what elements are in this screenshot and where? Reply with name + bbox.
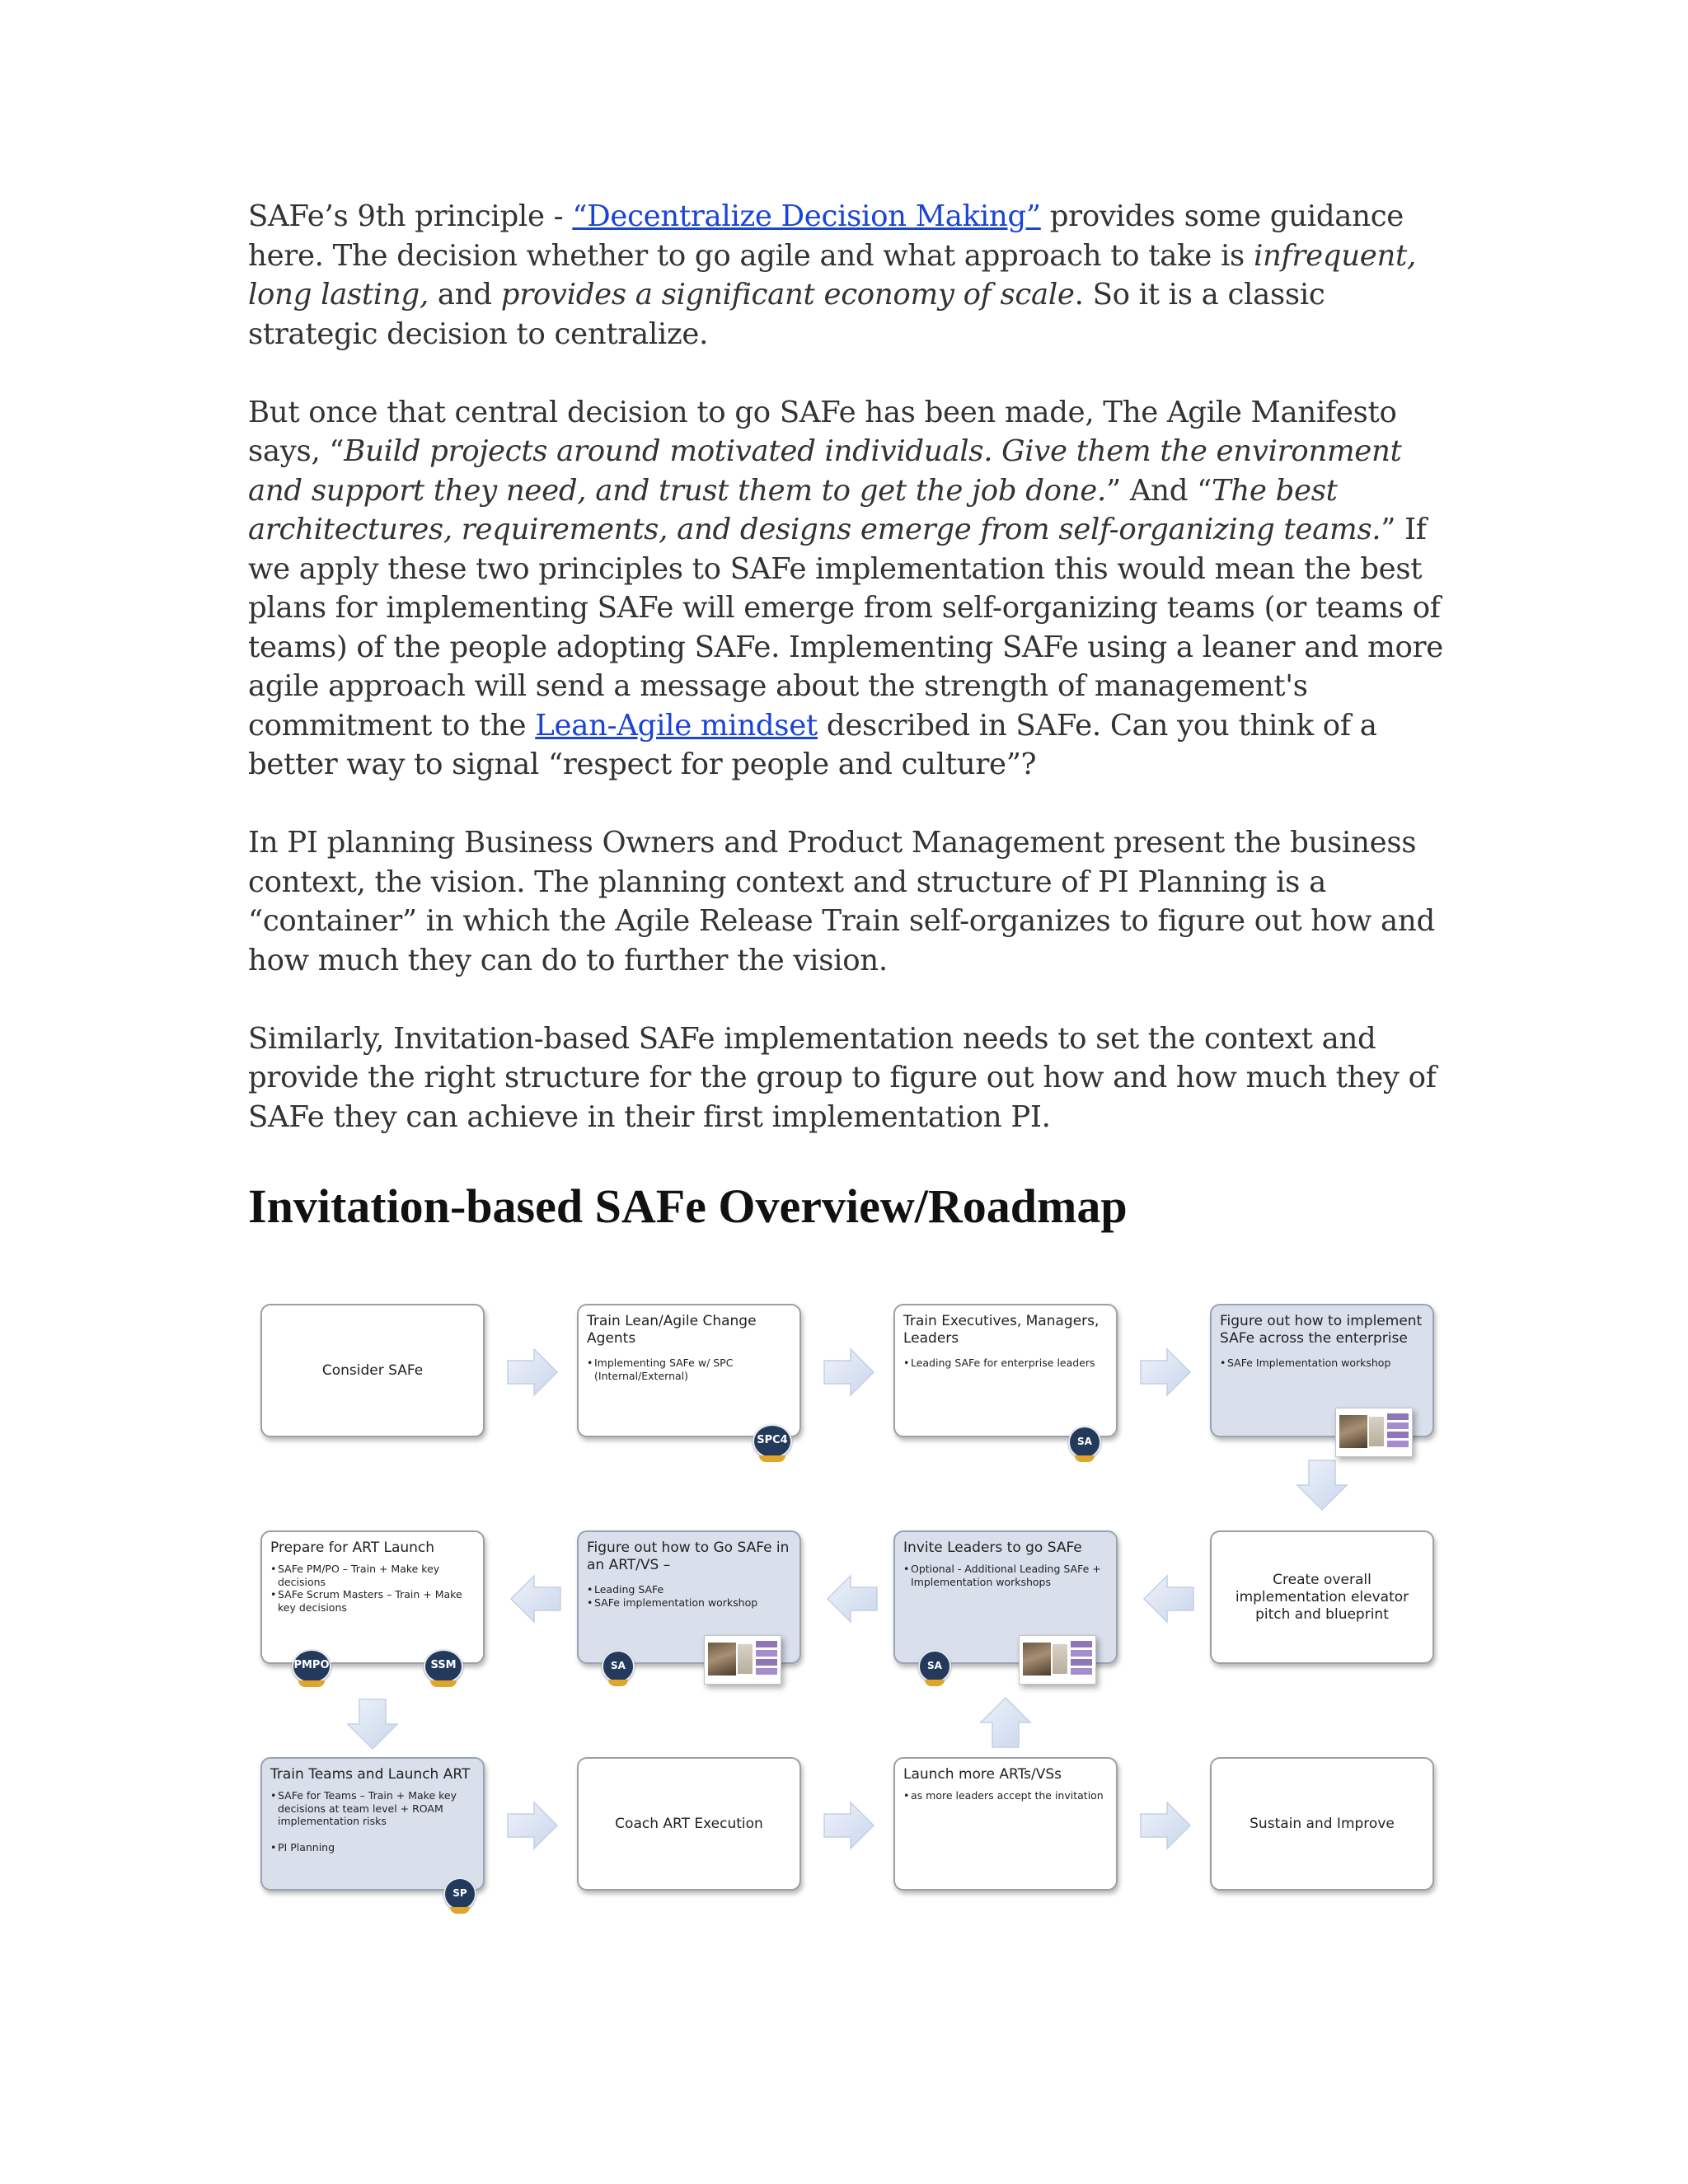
paragraph-pi-planning: In PI planning Business Owners and Product Management present the business context, the vision. The planning context and structure of PI Planning is a “container” in which the Agile Release Train self-organizes to figure out how and how much they can do to further the vision. (248, 826, 1435, 977)
card-title: Train Lean/Agile Change Agents (587, 1313, 757, 1347)
card-title: Figure out how to Go SAFe in an ART/VS – (587, 1540, 790, 1573)
photo-shape (1053, 1644, 1067, 1674)
photo-shape (708, 1643, 736, 1675)
bar-shape (756, 1650, 777, 1657)
article-body (248, 197, 1451, 1176)
card-title: Figure out how to implement SAFe across the enterprise (1220, 1313, 1423, 1347)
sa-badge-icon: SA (1068, 1426, 1101, 1459)
card-title: Invite Leaders to go SAFe (903, 1540, 1082, 1556)
pmpo-badge-icon: PMPO (292, 1649, 331, 1684)
arrow-right-icon (506, 1801, 559, 1850)
arrow-right-icon (1139, 1347, 1192, 1397)
card-coach-art (577, 1757, 801, 1891)
card-create-pitch (1210, 1530, 1434, 1664)
card-figure-out-enterprise (1210, 1304, 1434, 1437)
text-run: ” And “ (1105, 473, 1212, 508)
bullet-item: • SAFe PM/PO – Train + Make key decisions (270, 1563, 476, 1588)
arrow-left-icon (1142, 1574, 1195, 1624)
bar-shape (1071, 1650, 1092, 1657)
bullet-item: • Implementing SAFe w/ SPC (Internal/External) (587, 1357, 793, 1382)
card-title: Sustain and Improve (1250, 1815, 1395, 1832)
text-run: and (428, 278, 501, 312)
card-sustain (1210, 1757, 1434, 1891)
paragraph-principle (248, 197, 1451, 354)
card-title: Train Teams and Launch ART (270, 1766, 471, 1783)
card-bullets (903, 1789, 1109, 1802)
card-bullets (903, 1357, 1109, 1370)
bar-shape (1071, 1668, 1092, 1675)
arrow-left-icon (826, 1574, 879, 1624)
arrow-down-icon (346, 1698, 399, 1750)
photo-shape (1339, 1415, 1367, 1448)
ssm-badge-icon: SSM (424, 1649, 463, 1684)
arrow-down-icon (1296, 1459, 1348, 1511)
card-train-teams (260, 1757, 485, 1899)
bullet-item: • PI Planning (270, 1841, 476, 1854)
card-bullets (1220, 1357, 1426, 1370)
bullet-item: • as more leaders accept the invitation (903, 1789, 1109, 1802)
sa-badge-icon: SA (918, 1650, 951, 1683)
text-italic: Build projects around motivated individuals. Give them the environment and support they need, and trust them to get the job done. (248, 434, 1402, 508)
sa-badge-icon: SA (602, 1650, 635, 1683)
card-train-change-agents (577, 1304, 801, 1446)
card-bullets (587, 1583, 793, 1609)
card-bullets (587, 1357, 793, 1382)
text-run: provides some guidance here. The decision whether to go agile and what approach to take is (248, 199, 1404, 273)
text-run: . So it is a classic strategic decision to centralize. (248, 278, 1325, 351)
paragraph-invitation-based: Similarly, Invitation-based SAFe implementation needs to set the context and provide the right structure for the group to figure out how and how much they of SAFe they can achieve in their first implementation PI. (248, 1021, 1437, 1134)
workshop-thumbnail-icon (1335, 1408, 1413, 1457)
bullet-item: • Optional - Additional Leading SAFe + Implementation workshops (903, 1563, 1109, 1588)
bar-shape (1387, 1413, 1409, 1420)
bullet-item: • Leading SAFe (587, 1583, 793, 1596)
workshop-thumbnail-icon (1019, 1635, 1096, 1685)
text-italic: provides a significant economy of scale (500, 278, 1075, 312)
bullet-item: • SAFe implementation workshop (587, 1596, 793, 1610)
card-title: Train Executives, Managers, Leaders (903, 1313, 1100, 1347)
bullet-item: • SAFe for Teams – Train + Make key decisions at team level + ROAM implementation risks (270, 1789, 476, 1828)
card-launch-more (893, 1757, 1118, 1891)
sp-badge-icon: SP (443, 1877, 476, 1910)
paragraph-manifesto (248, 393, 1451, 785)
card-prepare-art-launch (260, 1530, 485, 1671)
spc4-badge-icon: SPC4 (753, 1424, 792, 1459)
card-figure-out-art (577, 1530, 801, 1671)
card-bullets (270, 1563, 476, 1614)
card-bullets (903, 1563, 1109, 1588)
text-run: But once that central decision to go SAFe has been made, The Agile Manifesto says, “ (248, 395, 1397, 468)
section-heading: Invitation-based SAFe Overview/Roadmap (248, 1179, 1128, 1233)
text-run: described in SAFe. Can you think of a better way to signal “respect for people and culture”? (248, 708, 1377, 781)
bar-shape (756, 1659, 777, 1666)
arrow-right-icon (823, 1801, 875, 1850)
bar-shape (1387, 1422, 1409, 1429)
workshop-thumbnail-icon (704, 1635, 781, 1685)
roadmap-diagram (247, 1294, 1467, 1937)
card-title: Consider SAFe (321, 1361, 424, 1379)
arrow-right-icon (506, 1347, 559, 1397)
card-consider-safe (260, 1304, 485, 1437)
arrow-left-icon (509, 1574, 562, 1624)
bar-shape (1071, 1641, 1092, 1647)
photo-shape (738, 1644, 753, 1674)
photo-shape (1369, 1417, 1384, 1446)
bullet-item: • SAFe Implementation workshop (1220, 1357, 1426, 1370)
photo-shape (1023, 1643, 1051, 1675)
text-run: ” If we apply these two principles to SAFe implementation this would mean the best plans for implementing SAFe will emerge from self-organizing teams (or teams of teams) of the people adopting SAFe. Implementing SAFe using a leaner and more agile approach will send a message about the strength of management's commitment to the (248, 513, 1443, 743)
text-italic: infrequent, long lasting, (248, 238, 1416, 312)
text-italic: The best architectures, requirements, and designs emerge from self-organizing teams. (248, 473, 1381, 546)
arrow-right-icon (1139, 1801, 1192, 1850)
bullet-item: • SAFe Scrum Masters – Train + Make key decisions (270, 1588, 476, 1614)
link-lean-agile-mindset[interactable]: Lean-Agile mindset (535, 708, 818, 743)
arrow-up-icon (979, 1696, 1032, 1749)
arrow-right-icon (823, 1347, 875, 1397)
bullet-item: • Leading SAFe for enterprise leaders (903, 1357, 1109, 1370)
card-title: Coach ART Execution (615, 1815, 763, 1832)
card-bullets (270, 1789, 476, 1854)
card-train-executives (893, 1304, 1118, 1447)
card-title: Create overall implementation elevator pitch and blueprint (1235, 1571, 1409, 1623)
link-decentralize-decision-making[interactable]: “Decentralize Decision Making” (572, 199, 1041, 233)
card-title: Prepare for ART Launch (270, 1540, 435, 1556)
bar-shape (1387, 1441, 1409, 1447)
bar-shape (1387, 1432, 1409, 1438)
card-invite-leaders (893, 1530, 1118, 1671)
bar-shape (756, 1668, 777, 1675)
bar-shape (756, 1641, 777, 1647)
text-run: SAFe’s 9th principle - (248, 199, 573, 233)
bar-shape (1071, 1659, 1092, 1666)
card-title: Launch more ARTs/VSs (903, 1766, 1062, 1783)
